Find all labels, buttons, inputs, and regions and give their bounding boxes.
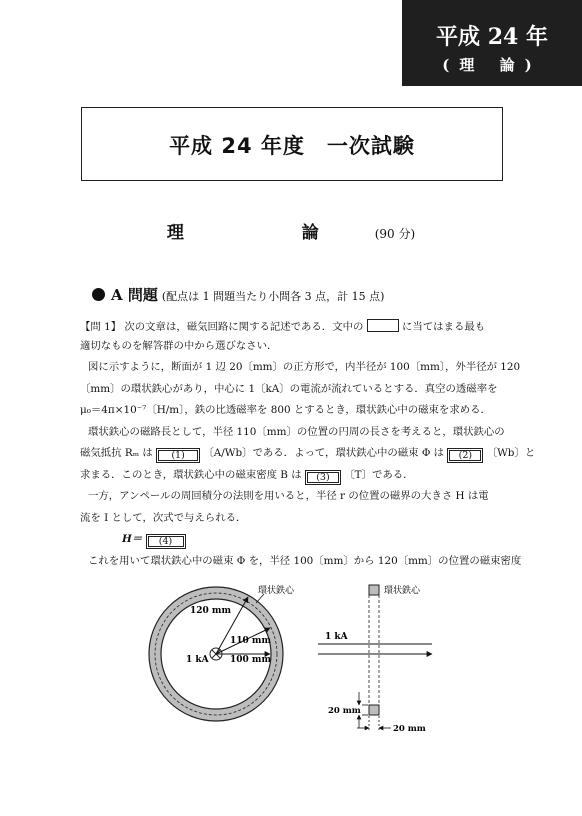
core-section-bottom bbox=[369, 705, 379, 715]
year-label: 平成 24 年 bbox=[436, 24, 548, 50]
problem-line: 流を I として，次式で与えられる． bbox=[80, 512, 247, 524]
current-side-label: 1 kA bbox=[325, 632, 348, 642]
problem-text: 【問 1】 次の文章は，磁気回路に関する記述である．文中の bbox=[80, 321, 364, 333]
blank-1: (1) bbox=[156, 448, 200, 463]
problem-line: 環状鉄心の磁路長として，半径 110〔mm〕の位置の円周の長さを考えると，環状鉄心の bbox=[88, 426, 505, 438]
problem-line: 〔mm〕の環状鉄心があり，中心に 1〔kA〕の電流が流れているとする．真空の透磁率を bbox=[80, 383, 498, 395]
core-section-top bbox=[369, 585, 379, 595]
subject-tab-label: (理 論) bbox=[442, 56, 542, 74]
section-title: A 問題 bbox=[111, 286, 158, 304]
blank-3: (3) bbox=[305, 470, 341, 485]
dim-vertical-label: 20 mm bbox=[328, 706, 361, 716]
core-label: 環状鉄心 bbox=[384, 586, 421, 596]
problem-line: これを用いて環状鉄心中の磁束 Φ を，半径 100〔mm〕から 120〔mm〕の位置の磁束密度 bbox=[88, 555, 522, 567]
exam-title: 平成 24 年度 一次試験 bbox=[169, 134, 415, 158]
problem-text: 磁気抵抗 Rₘ は bbox=[80, 447, 153, 459]
ring-label: 環状鉄心 bbox=[258, 586, 295, 596]
subject-name: 理 論 bbox=[166, 223, 375, 243]
current-label: 1 kA bbox=[186, 655, 209, 665]
problem-text: 〔T〕である． bbox=[344, 469, 414, 481]
subject-duration: (90 分) bbox=[374, 227, 416, 241]
dim-horizontal-label: 20 mm bbox=[393, 724, 426, 734]
section-note: (配点は 1 問題当たり小問各 3 点，計 15 点) bbox=[161, 290, 385, 303]
radius-110-label: 110 mm bbox=[230, 636, 271, 646]
problem-line: 適切なものを解答群の中から選びなさい． bbox=[80, 340, 278, 352]
problem-line: 図に示すように，断面が 1 辺 20〔mm〕の正方形で，内半径が 100〔mm〕，外半径が 120 bbox=[88, 361, 521, 373]
radius-100-label: 100 mm bbox=[230, 655, 271, 665]
formula-label: H＝ bbox=[122, 533, 143, 545]
problem-text: 求まる．このとき，環状鉄心中の磁束密度 B は bbox=[80, 469, 302, 481]
problem-text: 〔A/Wb〕である．よって，環状鉄心中の磁束 Φ は bbox=[203, 447, 445, 459]
problem-text: 〔Wb〕と bbox=[486, 447, 536, 459]
problem-text: に当てはまる最も bbox=[402, 321, 486, 333]
problem-line: 一方，アンペールの周回積分の法則を用いると，半径 r の位置の磁界の大きさ H は電 bbox=[88, 490, 489, 502]
blank-2: (2) bbox=[447, 448, 483, 463]
problem-line: μ₀＝4π×10⁻⁷〔H/m〕，鉄の比透磁率を 800 とするとき，環状鉄心中の磁束を求める． bbox=[80, 404, 491, 416]
radius-120-label: 120 mm bbox=[190, 606, 231, 616]
blank-4: (4) bbox=[146, 534, 186, 549]
